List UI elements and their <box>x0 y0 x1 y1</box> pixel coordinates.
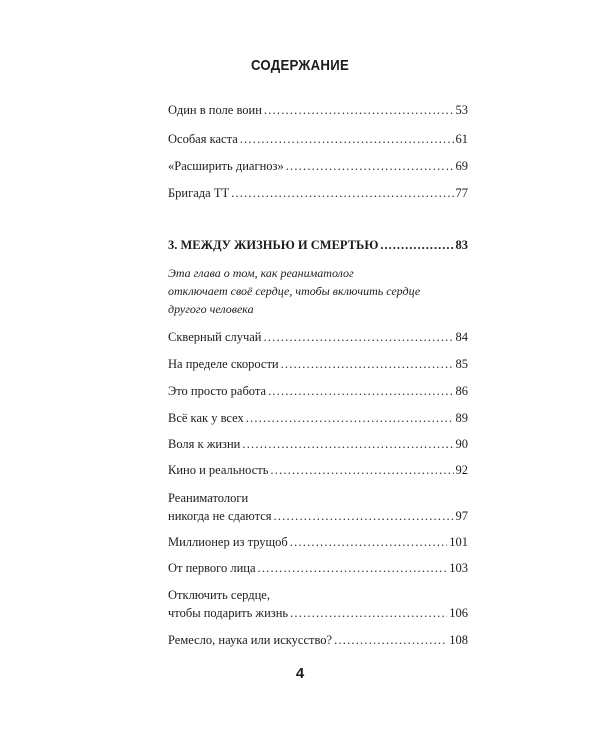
chapter-description-line: Эта глава о том, как реаниматолог <box>168 266 354 280</box>
page-title: СОДЕРЖАНИЕ <box>250 57 350 74</box>
toc-entry[interactable] <box>168 184 468 202</box>
toc-entry[interactable] <box>168 355 468 373</box>
toc-entry[interactable] <box>168 101 468 119</box>
toc-entry-page: 61 <box>455 132 468 146</box>
page-number: 4 <box>295 665 305 682</box>
dot-leader <box>290 604 447 622</box>
toc-entry-page: 97 <box>455 509 468 523</box>
toc-entry-page: 77 <box>455 186 468 200</box>
dot-leader <box>264 328 454 346</box>
dot-leader <box>242 435 453 453</box>
toc-entry-page: 85 <box>455 357 468 371</box>
toc-entry-label: Один в поле воин <box>168 103 262 117</box>
chapter-description-line: другого человека <box>168 302 254 316</box>
toc-entry[interactable] <box>168 631 468 649</box>
toc-entry-page: 84 <box>455 330 468 344</box>
dot-leader <box>290 533 447 551</box>
dot-leader <box>270 461 453 479</box>
toc-entry-page: 108 <box>449 633 468 647</box>
chapter-heading[interactable] <box>168 236 468 254</box>
toc-entry-page: 106 <box>449 606 468 620</box>
chapter-description-line: отключает своё сердце, чтобы включить сердце <box>168 284 421 298</box>
toc-entry-label: Всё как у всех <box>168 411 244 425</box>
toc-entry-label-line1: Отключить сердце, <box>168 588 270 602</box>
toc-entry-page: 86 <box>455 384 468 398</box>
toc-entry-page: 101 <box>449 535 468 549</box>
toc-entry-label: Скверный случай <box>168 330 262 344</box>
toc-entry-label: Кино и реальность <box>168 463 269 477</box>
toc-entry-label: Это просто работа <box>168 384 267 398</box>
toc-entry-label: Особая каста <box>168 132 238 146</box>
toc-entry-label: Бригада ТТ <box>168 186 230 200</box>
toc-entry[interactable] <box>168 588 468 622</box>
toc-entry[interactable] <box>168 461 468 479</box>
toc-entry-label: На пределе скорости <box>168 357 279 371</box>
toc-entry-label: Воля к жизни <box>168 437 241 451</box>
toc-entry[interactable] <box>168 491 468 525</box>
toc-entry[interactable] <box>168 533 468 551</box>
toc-entry-page: 90 <box>455 437 468 451</box>
dot-leader <box>286 157 454 175</box>
toc-entry-label: никогда не сдаются <box>168 509 272 523</box>
dot-leader <box>264 101 454 119</box>
toc-entry-label: чтобы подарить жизнь <box>168 606 289 620</box>
toc-entry[interactable] <box>168 157 468 175</box>
toc-entry[interactable] <box>168 328 468 346</box>
toc-entry[interactable] <box>168 130 468 148</box>
dot-leader <box>268 382 453 400</box>
dot-leader <box>240 130 454 148</box>
toc-entry[interactable] <box>168 435 468 453</box>
dot-leader <box>246 409 454 427</box>
toc-entry[interactable] <box>168 559 468 577</box>
toc-entry-label: «Расширить диагноз» <box>168 159 284 173</box>
chapter-description <box>168 264 468 318</box>
toc-entry[interactable] <box>168 409 468 427</box>
dot-leader <box>281 355 454 373</box>
toc-entry-page: 92 <box>455 463 468 477</box>
dot-leader <box>274 507 454 525</box>
toc-entry-label-line1: Реаниматологи <box>168 491 249 505</box>
toc-entry[interactable] <box>168 382 468 400</box>
toc-entry-label: Миллионер из трущоб <box>168 535 288 549</box>
dot-leader <box>334 631 447 649</box>
dot-leader <box>258 559 448 577</box>
chapter-page: 83 <box>455 238 468 252</box>
toc-entry-label: Ремесло, наука или искусство? <box>168 633 333 647</box>
toc-entry-page: 69 <box>455 159 468 173</box>
toc-entry-page: 53 <box>455 103 468 117</box>
dot-leader <box>231 184 453 202</box>
chapter-title: 3. МЕЖДУ ЖИЗНЬЮ И СМЕРТЬЮ <box>168 238 379 252</box>
toc-entry-label: От первого лица <box>168 561 256 575</box>
dot-leader <box>380 236 453 254</box>
toc-entry-page: 89 <box>455 411 468 425</box>
toc-entry-page: 103 <box>449 561 468 575</box>
